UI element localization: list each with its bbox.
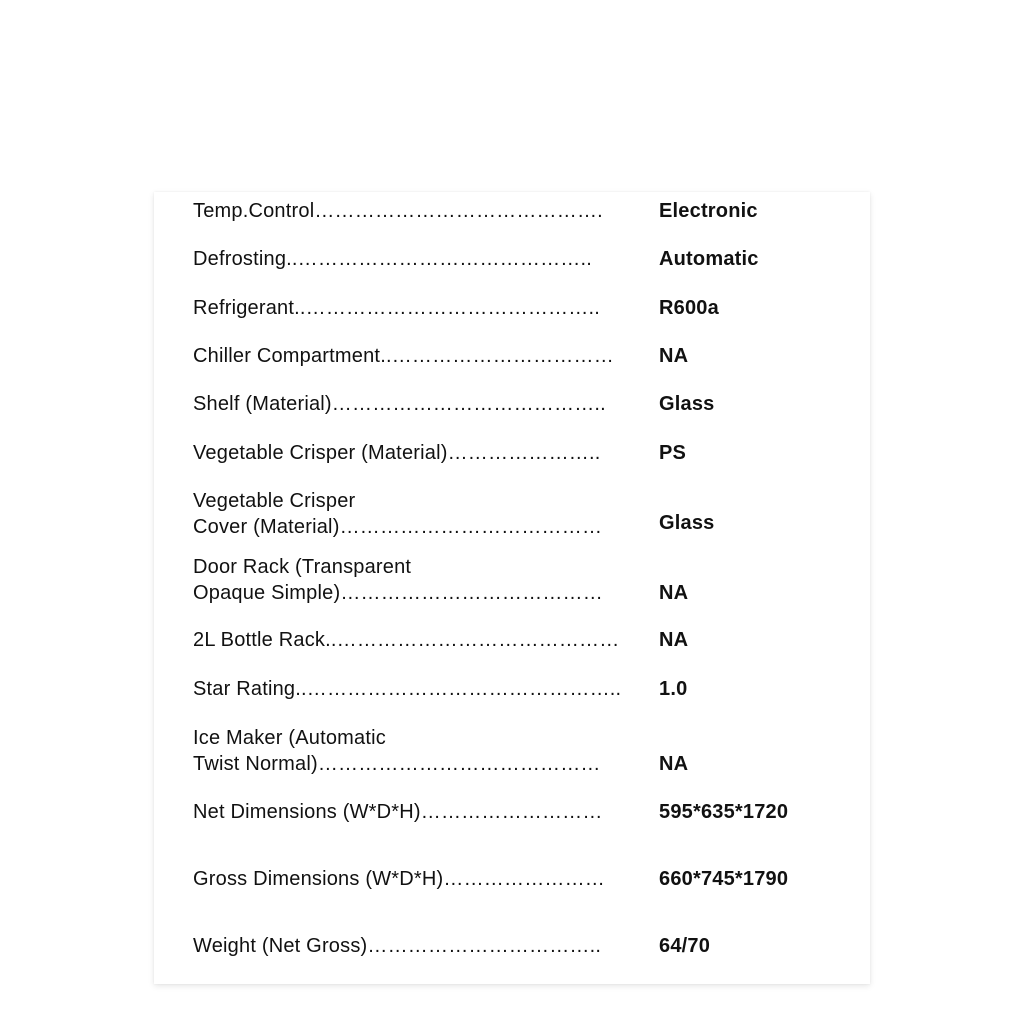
spec-leader: …………………… <box>443 868 605 890</box>
spec-value: PS <box>659 442 687 464</box>
spec-value: Glass <box>659 512 715 534</box>
spec-label: Weight (Net Gross) <box>193 935 368 957</box>
spec-row-shelf-material <box>193 391 833 417</box>
spec-label-top: Ice Maker (Automatic <box>193 727 386 749</box>
spec-leader: …………………………….. <box>367 935 602 957</box>
spec-value: R600a <box>659 297 719 319</box>
spec-label-top: Door Rack (Transparent <box>193 556 412 578</box>
spec-leader: ……………………… <box>420 801 603 823</box>
spec-value: 595*635*1720 <box>659 801 789 823</box>
spec-value: NA <box>659 753 689 775</box>
spec-label: Defrosting.. <box>193 248 298 270</box>
spec-row-bottle-rack <box>193 627 833 653</box>
spec-row-weight <box>193 933 833 959</box>
spec-row-star-rating <box>193 676 833 702</box>
spec-row-door-rack <box>193 554 833 606</box>
spec-value: 64/70 <box>659 935 711 957</box>
spec-leader: ………………………………… <box>340 582 603 604</box>
spec-value: 1.0 <box>659 678 688 700</box>
spec-leader: …………………………………… <box>317 753 601 775</box>
spec-leader: …………………………………… <box>336 629 620 651</box>
spec-label: Net Dimensions (W*D*H) <box>193 801 421 823</box>
spec-value: Automatic <box>659 248 759 270</box>
spec-value: Electronic <box>659 200 758 222</box>
spec-leader: ………………………………….. <box>331 393 606 415</box>
spec-label: 2L Bottle Rack.. <box>193 629 337 651</box>
spec-row-refrigerant <box>193 295 833 321</box>
spec-label: Chiller Compartment.. <box>193 345 392 367</box>
spec-value: NA <box>659 582 689 604</box>
spec-leader: ……………………………………….. <box>306 678 622 700</box>
spec-label: Cover (Material) <box>193 516 340 538</box>
spec-row-ice-maker <box>193 725 833 777</box>
spec-label: Vegetable Crisper (Material) <box>193 442 448 464</box>
spec-label: Opaque Simple) <box>193 582 341 604</box>
spec-leader: …………………………………….. <box>305 297 600 319</box>
spec-leader: …………………………… <box>391 345 614 367</box>
spec-row-gross-dimensions <box>193 866 833 892</box>
spec-label: Temp.Control <box>193 200 315 222</box>
spec-value: NA <box>659 345 689 367</box>
spec-label: Refrigerant.. <box>193 297 306 319</box>
spec-row-vegetable-crisper-cover <box>193 488 833 540</box>
spec-row-temp-control <box>193 198 833 224</box>
spec-leader: ………………….. <box>447 442 601 464</box>
spec-row-vegetable-crisper-material <box>193 440 833 466</box>
spec-row-chiller-compartment <box>193 343 833 369</box>
spec-row-net-dimensions <box>193 799 833 825</box>
spec-label-top: Vegetable Crisper <box>193 490 356 512</box>
spec-value: 660*745*1790 <box>659 868 789 890</box>
spec-label: Gross Dimensions (W*D*H) <box>193 868 444 890</box>
spec-leader: …………………………………….. <box>297 248 592 270</box>
spec-leader: ……………………………………. <box>314 200 603 222</box>
spec-value: Glass <box>659 393 715 415</box>
spec-row-defrosting <box>193 246 833 272</box>
spec-label: Shelf (Material) <box>193 393 332 415</box>
spec-leader: ………………………………… <box>339 516 603 538</box>
spec-value: NA <box>659 629 689 651</box>
spec-label: Star Rating.. <box>193 678 307 700</box>
spec-label: Twist Normal) <box>193 753 318 775</box>
